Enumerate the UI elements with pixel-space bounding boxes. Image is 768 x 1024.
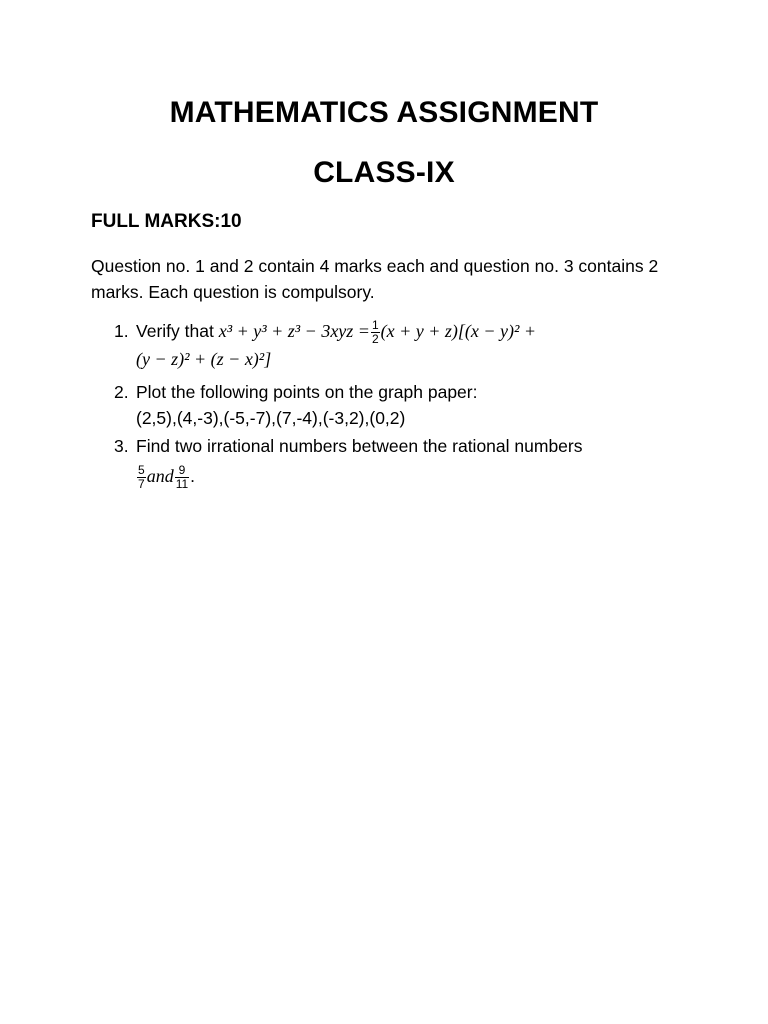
instructions-paragraph: Question no. 1 and 2 contain 4 marks each and question no. 3 contains 2 marks. Each question is compulsory. (91, 256, 659, 302)
fraction-nine-elevenths (175, 464, 189, 491)
question-text: Plot the following points on the graph paper: (136, 382, 478, 402)
fraction-denominator: 7 (138, 476, 145, 491)
question-number: 2. (114, 382, 129, 402)
question-text: Find two irrational numbers between the rational numbers (136, 436, 583, 456)
page-title: MATHEMATICS ASSIGNMENT (169, 96, 599, 129)
half-fraction (371, 319, 380, 346)
class-heading: CLASS-IX (313, 156, 455, 189)
identity-lhs: x³ + y³ + z³ − 3xyz = (218, 321, 370, 341)
full-marks-label: FULL MARKS:10 (91, 211, 242, 232)
identity-rhs-part1: (x + y + z)[(x − y)² + (380, 321, 537, 341)
fraction-numerator: 5 (138, 462, 145, 477)
fraction-numerator: 1 (371, 317, 379, 332)
and-word: and (146, 466, 174, 486)
fraction-denominator: 11 (175, 476, 189, 491)
fraction-numerator: 9 (175, 464, 189, 478)
question-3 (114, 433, 582, 491)
question-text: Verify that (136, 321, 214, 341)
question-number: 3. (114, 436, 129, 456)
question-2 (114, 379, 477, 431)
identity-rhs-part2: (y − z)² + (z − x)²] (136, 348, 272, 369)
question-number: 1. (114, 321, 129, 341)
end-period: . (190, 466, 196, 486)
question-1 (114, 318, 536, 372)
points-list: (2,5),(4,-3),(-5,-7),(7,-4),(-3,2),(0,2) (136, 408, 406, 428)
fraction-denominator: 2 (371, 331, 379, 346)
fraction-five-sevenths (137, 464, 146, 491)
